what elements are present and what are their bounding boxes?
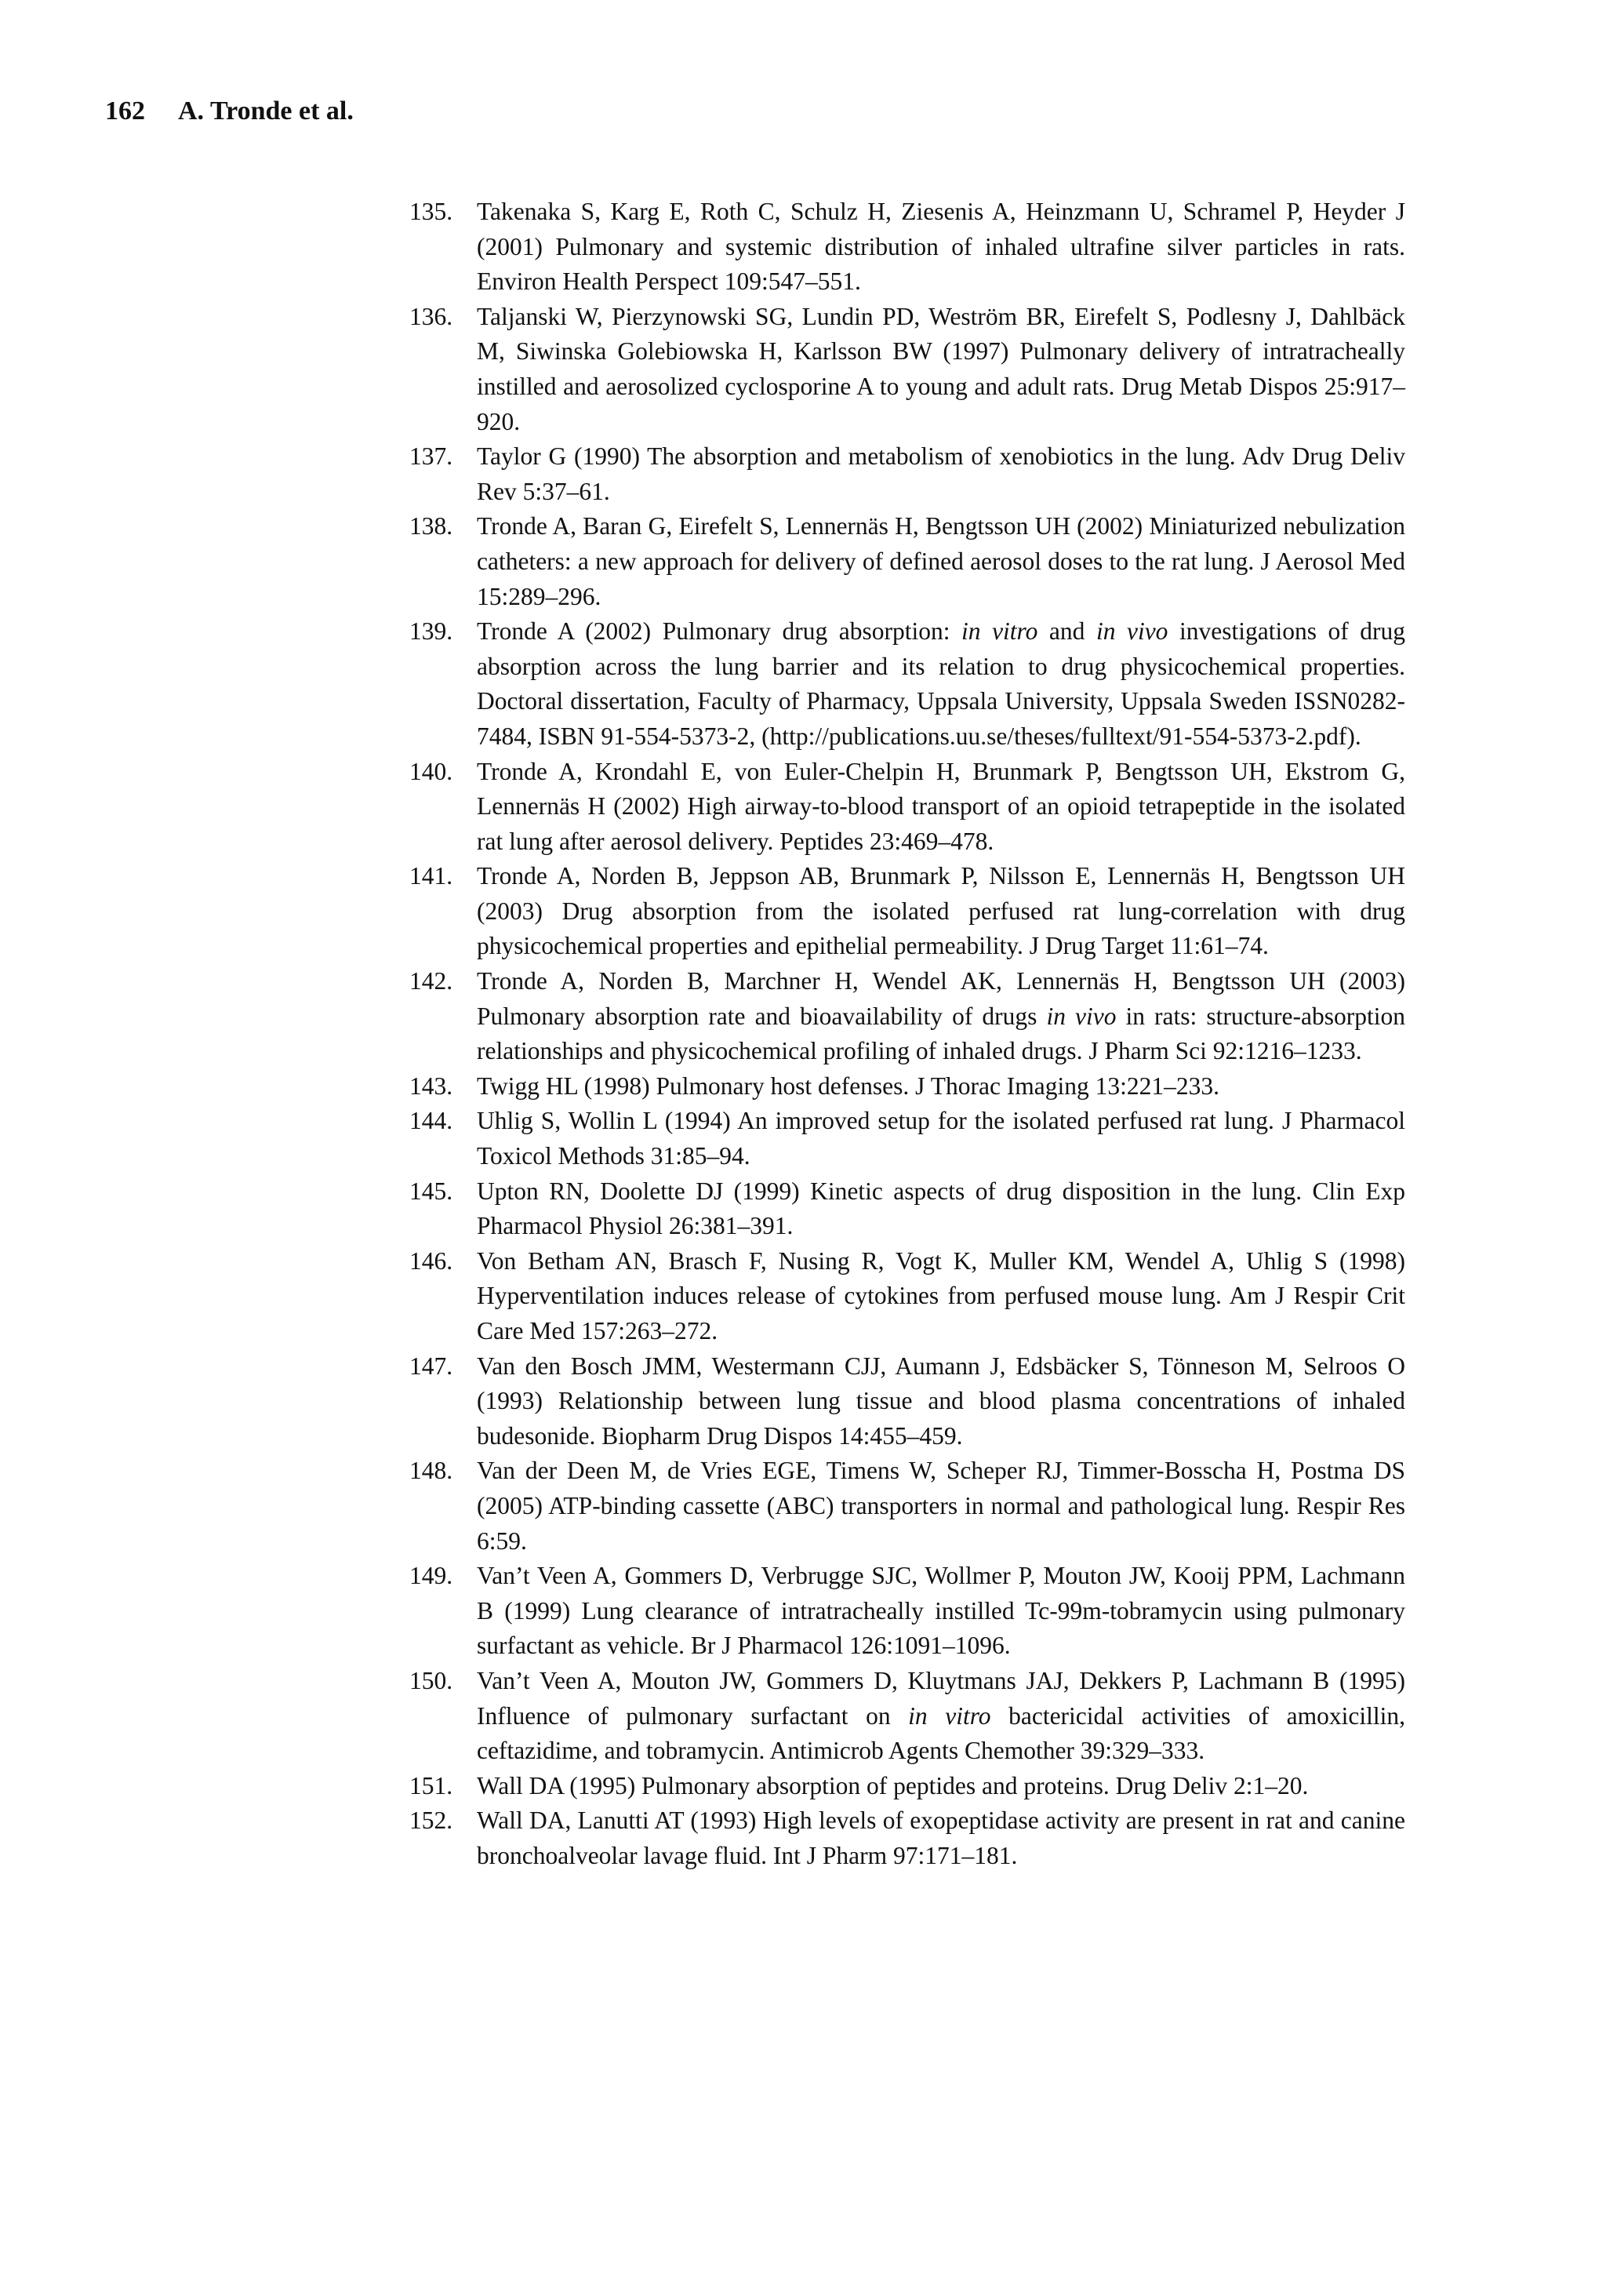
- reference-text: [477, 442, 1405, 505]
- reference-item: [409, 300, 1405, 439]
- reference-segment: Uhlig S, Wollin L (1994) An improved setup for the isolated perfused rat lung. J Pharmacol Toxicol Methods 31:85–94.: [477, 1107, 1405, 1170]
- reference-item: [409, 1803, 1405, 1873]
- reference-text: [477, 1177, 1405, 1240]
- reference-item: [409, 755, 1405, 860]
- reference-segment: in rats: structure-absorption relationships and physicochemical profiling of inhaled drugs. J Pharm Sci 92:1216–1233.: [477, 1002, 1406, 1065]
- reference-item: [409, 1244, 1405, 1349]
- reference-text: [477, 1807, 1405, 1869]
- reference-item: [409, 1559, 1405, 1664]
- reference-segment: Van’t Veen A, Mouton JW, Gommers D, Kluytmans JAJ, Dekkers P, Lachmann B (1995) Influence of pulmonary surfactant on: [477, 1666, 1405, 1730]
- reference-text: [477, 758, 1405, 855]
- reference-segment: investigations of drug absorption across the lung barrier and its relation to drug physicochemical properties. Doctoral dissertation, Faculty of Pharmacy, Uppsala University, Uppsala Sweden ISSN0282-7484, ISBN 91-554-5373-2, (http://publications.uu.se/theses/fulltext/91-554-5373-2.pdf).: [477, 617, 1406, 750]
- reference-list: [409, 195, 1405, 1874]
- reference-number: 149.: [409, 1562, 453, 1590]
- reference-item: [409, 1104, 1405, 1173]
- reference-number: 146.: [409, 1246, 453, 1275]
- reference-italic-segment: in vitro: [908, 1701, 991, 1730]
- reference-item: [409, 1069, 1405, 1104]
- reference-item: [409, 1349, 1405, 1454]
- reference-text: [477, 198, 1405, 295]
- reference-segment: Wall DA, Lanutti AT (1993) High levels of exopeptidase activity are present in rat and canine bronchoalveolar lavage fluid. Int J Pharm 97:171–181.: [477, 1807, 1405, 1869]
- reference-italic-segment: in vivo: [1046, 1002, 1117, 1030]
- reference-text: [477, 1667, 1405, 1764]
- running-title: A. Tronde et al.: [178, 96, 354, 126]
- reference-segment: Tronde A, Norden B, Jeppson AB, Brunmark P, Nilsson E, Lennernäs H, Bengtsson UH (2003) Drug absorption from the isolated perfused rat lung-correlation with drug physicochemical properties and epithelial permeability. J Drug Target 11:61–74.: [477, 862, 1405, 960]
- reference-segment: Tronde A, Baran G, Eirefelt S, Lennernäs H, Bengtsson UH (2002) Miniaturized nebulization catheters: a new approach for delivery of defined aerosol doses to the rat lung. J Aerosol Med 15:289–296.: [477, 512, 1405, 610]
- reference-text: [477, 1072, 1219, 1100]
- reference-text: [477, 1107, 1405, 1170]
- reference-segment: Taylor G (1990) The absorption and metabolism of xenobiotics in the lung. Adv Drug Deliv Rev 5:37–61.: [477, 442, 1405, 505]
- reference-segment: Von Betham AN, Brasch F, Nusing R, Vogt K, Muller KM, Wendel A, Uhlig S (1998) Hyperventilation induces release of cytokines from perfused mouse lung. Am J Respir Crit Care Med 157:263–272.: [477, 1246, 1405, 1344]
- reference-item: [409, 1174, 1405, 1244]
- reference-number: 137.: [409, 442, 453, 471]
- reference-number: 147.: [409, 1352, 453, 1380]
- reference-segment: Upton RN, Doolette DJ (1999) Kinetic aspects of drug disposition in the lung. Clin Exp Pharmacol Physiol 26:381–391.: [477, 1177, 1405, 1240]
- reference-number: 145.: [409, 1177, 453, 1205]
- reference-text: [477, 967, 1405, 1064]
- reference-italic-segment: in vitro: [961, 617, 1038, 646]
- reference-number: 148.: [409, 1457, 453, 1485]
- page-number: 162: [105, 96, 145, 126]
- reference-item: [409, 964, 1405, 1069]
- reference-text: [477, 617, 1405, 750]
- reference-item: [409, 509, 1405, 614]
- reference-number: 139.: [409, 617, 453, 646]
- reference-number: 138.: [409, 512, 453, 540]
- reference-number: 142.: [409, 967, 453, 995]
- reference-segment: Taljanski W, Pierzynowski SG, Lundin PD, Weström BR, Eirefelt S, Podlesny J, Dahlbäck M, Siwinska Golebiowska H, Karlsson BW (1997) Pulmonary delivery of intratracheally instilled and aerosolized cyclosporine A to young and adult rats. Drug Metab Dispos 25:917–920.: [477, 302, 1405, 435]
- running-head: [105, 96, 354, 127]
- reference-segment: Twigg HL (1998) Pulmonary host defenses. J Thorac Imaging 13:221–233.: [477, 1072, 1220, 1100]
- reference-item: [409, 1769, 1405, 1804]
- reference-item: [409, 1664, 1405, 1769]
- reference-number: 141.: [409, 862, 453, 890]
- reference-segment: Wall DA (1995) Pulmonary absorption of peptides and proteins. Drug Deliv 2:1–20.: [477, 1771, 1309, 1799]
- reference-text: [477, 512, 1405, 609]
- reference-number: 144.: [409, 1107, 453, 1135]
- reference-item: [409, 1454, 1405, 1559]
- reference-segment: Takenaka S, Karg E, Roth C, Schulz H, Ziesenis A, Heinzmann U, Schramel P, Heyder J (2001) Pulmonary and systemic distribution of inhaled ultrafine silver particles in rats. Environ Health Perspect 109:547–551.: [477, 198, 1405, 296]
- reference-text: [477, 862, 1405, 959]
- reference-italic-segment: in vivo: [1095, 617, 1168, 646]
- reference-text: [477, 1562, 1405, 1659]
- reference-item: [409, 859, 1405, 964]
- reference-segment: Tronde A, Norden B, Marchner H, Wendel AK, Lennernäs H, Bengtsson UH (2003) Pulmonary absorption rate and bioavailability of drugs: [477, 967, 1405, 1030]
- reference-number: 151.: [409, 1771, 453, 1799]
- reference-segment: Van der Deen M, de Vries EGE, Timens W, Scheper RJ, Timmer-Bosscha H, Postma DS (2005) ATP-binding cassette (ABC) transporters in normal and pathological lung. Respir Res 6:59.: [477, 1457, 1405, 1555]
- reference-segment: bactericidal activities of amoxicillin, ceftazidime, and tobramycin. Antimicrob Agents Chemother 39:329–333.: [477, 1701, 1406, 1765]
- reference-segment: Tronde A (2002) Pulmonary drug absorption:: [477, 617, 962, 646]
- reference-number: 150.: [409, 1666, 453, 1694]
- reference-segment: Tronde A, Krondahl E, von Euler-Chelpin H, Brunmark P, Bengtsson UH, Ekstrom G, Lennernäs H (2002) High airway-to-blood transport of an opioid tetrapeptide in the isolated rat lung after aerosol delivery. Peptides 23:469–478.: [477, 757, 1405, 855]
- reference-segment: and: [1037, 617, 1096, 646]
- reference-item: [409, 195, 1405, 300]
- reference-text: [477, 1247, 1405, 1344]
- reference-text: [477, 1352, 1405, 1450]
- reference-item: [409, 439, 1405, 509]
- reference-item: [409, 614, 1405, 754]
- reference-number: 152.: [409, 1807, 453, 1835]
- reference-number: 140.: [409, 757, 453, 785]
- reference-text: [477, 1772, 1308, 1799]
- reference-number: 143.: [409, 1072, 453, 1100]
- reference-number: 135.: [409, 198, 453, 225]
- reference-number: 136.: [409, 302, 453, 330]
- reference-text: [477, 1457, 1405, 1554]
- reference-segment: Van den Bosch JMM, Westermann CJJ, Aumann J, Edsbäcker S, Tönneson M, Selroos O (1993) Relationship between lung tissue and blood plasma concentrations of inhaled budesonide. Biopharm Drug Dispos 14:455–459.: [477, 1352, 1405, 1450]
- reference-segment: Van’t Veen A, Gommers D, Verbrugge SJC, Wollmer P, Mouton JW, Kooij PPM, Lachmann B (1999) Lung clearance of intratracheally instilled Tc-99m-tobramycin using pulmonary surfactant as vehicle. Br J Pharmacol 126:1091–1096.: [477, 1562, 1405, 1660]
- reference-text: [477, 303, 1405, 435]
